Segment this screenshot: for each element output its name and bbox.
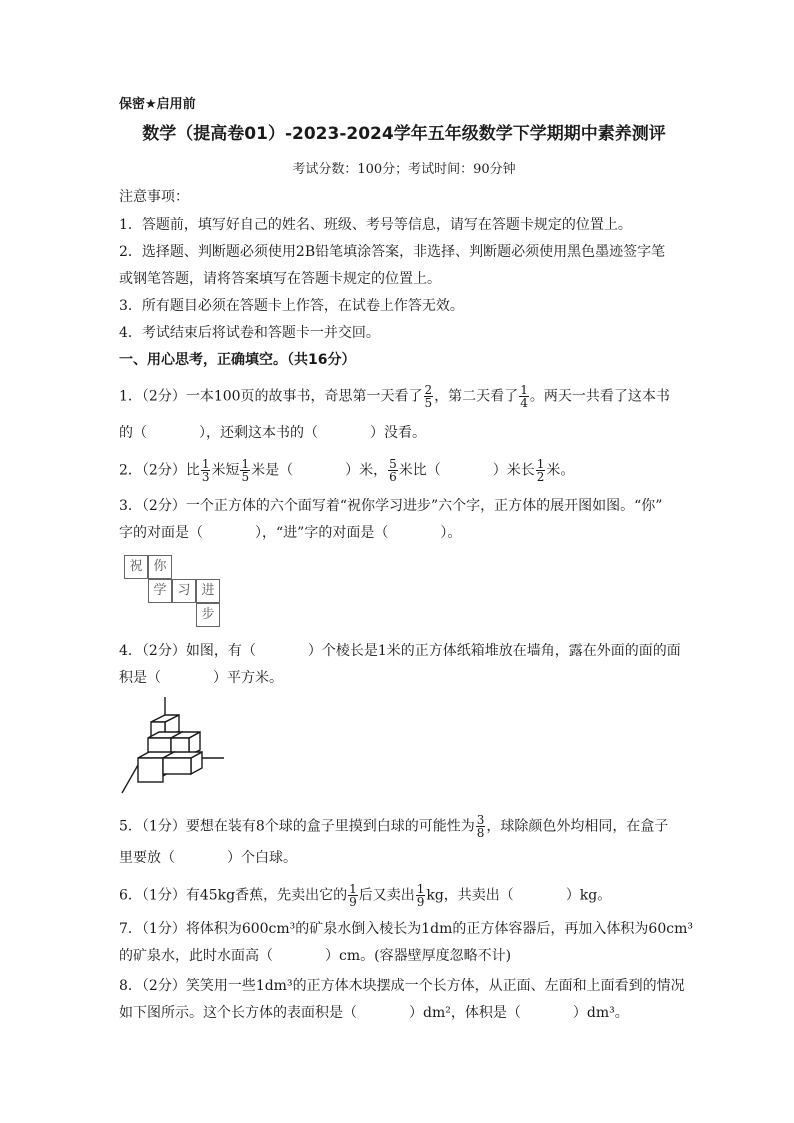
fraction	[476, 814, 486, 839]
net-cell: 习	[172, 579, 196, 603]
net-cell: 祝	[124, 555, 148, 579]
q8-text: ）dm³。	[572, 1005, 629, 1021]
fraction	[424, 384, 434, 409]
net-cell: 学	[148, 579, 172, 603]
notice-item-2: 2．选择题、判断题必须使用2B铅笔填涂答案，非选择、判断题必须使用黑色墨迹签字笔	[119, 244, 666, 260]
q8-text: ）dm²，体积是（	[409, 1005, 521, 1021]
question-7-line-1: 7．（1分）将体积为600cm³的矿泉水倒入棱长为1dm的正方体容器后，再加入体积为60cm³	[119, 921, 693, 937]
q1-text: 的（	[119, 425, 147, 441]
stacked-cubes-figure	[118, 695, 234, 799]
q4-text: 4．（2分）如图，有（	[119, 643, 256, 659]
q5-text: 里要放（	[119, 850, 175, 866]
q1-text: ），还剩这本书的（	[199, 425, 318, 441]
q6-text: 后又卖出	[358, 887, 415, 904]
q5-text: ，球除颜色外均相同，在盒子	[486, 818, 669, 835]
denominator: 3	[201, 470, 210, 484]
q3-text: ），“进”字的对面是（	[255, 525, 389, 541]
q3-text: 字的对面是（	[119, 525, 203, 541]
question-8-line-1: 8．（2分）笑笑用一些1dm³的正方体木块摆成一个长方体，从正面、左面和上面看到的情况	[119, 978, 685, 994]
numerator: 1	[201, 457, 210, 471]
question-3-line-2	[119, 523, 689, 543]
q4-text: ）平方米。	[213, 670, 283, 686]
denominator: 2	[536, 470, 545, 484]
denominator: 9	[349, 895, 357, 909]
question-6	[119, 883, 689, 908]
numerator: 2	[424, 383, 433, 397]
notice-item-1: 1．答题前，填写好自己的姓名、班级、考号等信息，请写在答题卡规定的位置上。	[119, 217, 632, 233]
fraction	[519, 384, 529, 409]
numerator: 3	[476, 813, 485, 827]
notice-item-2-cont: 或钢笔答题，请将答案填写在答题卡规定的位置上。	[119, 271, 441, 287]
q2-text: 米是（	[251, 462, 294, 479]
question-1-line-1	[119, 384, 689, 409]
q7-text: 的矿泉水，此时水面高（	[119, 948, 273, 964]
denominator: 9	[416, 895, 425, 909]
fraction	[240, 458, 250, 483]
q1-text-c: 。两天一共看了这本书	[529, 388, 670, 405]
q1-text-a: 1．（2分）一本100页的故事书，奇思第一天看了	[119, 388, 423, 405]
exam-title: 数学（提高卷01）-2023-2024学年五年级数学下学期期中素养测评	[142, 124, 666, 144]
question-7-line-2	[119, 946, 689, 966]
question-2	[119, 458, 689, 483]
q2-text: ）米，	[345, 462, 388, 479]
question-5-line-1	[119, 814, 689, 839]
q4-text: ）个棱长是1米的正方体纸箱堆放在墙角，露在外面的面的面	[307, 643, 681, 659]
numerator: 1	[520, 383, 528, 397]
net-cell: 进	[196, 579, 220, 603]
net-cell: 你	[148, 555, 172, 579]
question-4-line-2	[119, 668, 689, 688]
fraction	[416, 883, 426, 908]
q6-text: 6．（1分）有45kg香蕉，先卖出它的	[119, 887, 348, 904]
question-1-line-2	[119, 423, 689, 443]
q8-text: 如下图所示。这个长方体的表面积是（	[119, 1005, 357, 1021]
q1-text: ）没看。	[370, 425, 426, 441]
numerator: 1	[536, 457, 545, 471]
question-3-line-1: 3．（2分）一个正方体的六个面写着“祝你学习进步”六个字，正方体的展开图如图。“你”	[119, 498, 663, 514]
q6-text: ）kg。	[565, 887, 612, 904]
numerator: 5	[389, 457, 397, 471]
q3-text: ）。	[440, 525, 462, 541]
denominator: 6	[389, 470, 397, 484]
q1-text-b: ，第二天看了	[434, 388, 519, 405]
net-cell: 步	[196, 603, 220, 627]
numerator: 1	[349, 882, 357, 896]
notice-item-4: 4．考试结束后将试卷和答题卡一并交回。	[119, 325, 380, 341]
question-8-line-2	[119, 1003, 689, 1023]
q2-text: 米比（	[398, 462, 441, 479]
notice-item-3: 3．所有题目必须在答题卡上作答，在试卷上作答无效。	[119, 298, 464, 314]
numerator: 1	[241, 457, 250, 471]
confidential-label: 保密★启用前	[119, 97, 196, 112]
section-1-heading: 一、用心思考，正确填空。（共16分）	[119, 352, 356, 368]
q5-text: ）个白球。	[227, 850, 297, 866]
question-5-line-2	[119, 848, 689, 868]
q2-text: ）米长	[492, 462, 535, 479]
fraction	[201, 458, 211, 483]
q7-text: ）cm。(容器壁厚度忽略不计)	[325, 948, 512, 964]
denominator: 8	[476, 826, 485, 840]
q2-text: 米。	[546, 462, 575, 479]
question-4-line-1	[119, 641, 689, 661]
q2-text: 2．（2分）比	[119, 462, 200, 479]
exam-info: 考试分数：100分；考试时间：90分钟	[292, 162, 516, 177]
denominator: 5	[241, 470, 250, 484]
fraction	[388, 458, 398, 483]
q5-text: 5．（1分）要想在装有8个球的盒子里摸到白球的可能性为	[119, 818, 475, 835]
q4-text: 积是（	[119, 670, 161, 686]
fraction	[348, 883, 358, 908]
numerator: 1	[416, 882, 425, 896]
fraction	[536, 458, 546, 483]
denominator: 5	[424, 396, 433, 410]
q6-text: kg，共卖出（	[426, 887, 514, 904]
denominator: 4	[520, 396, 528, 410]
q2-text: 米短	[211, 462, 240, 479]
notice-heading: 注意事项：	[119, 189, 189, 205]
